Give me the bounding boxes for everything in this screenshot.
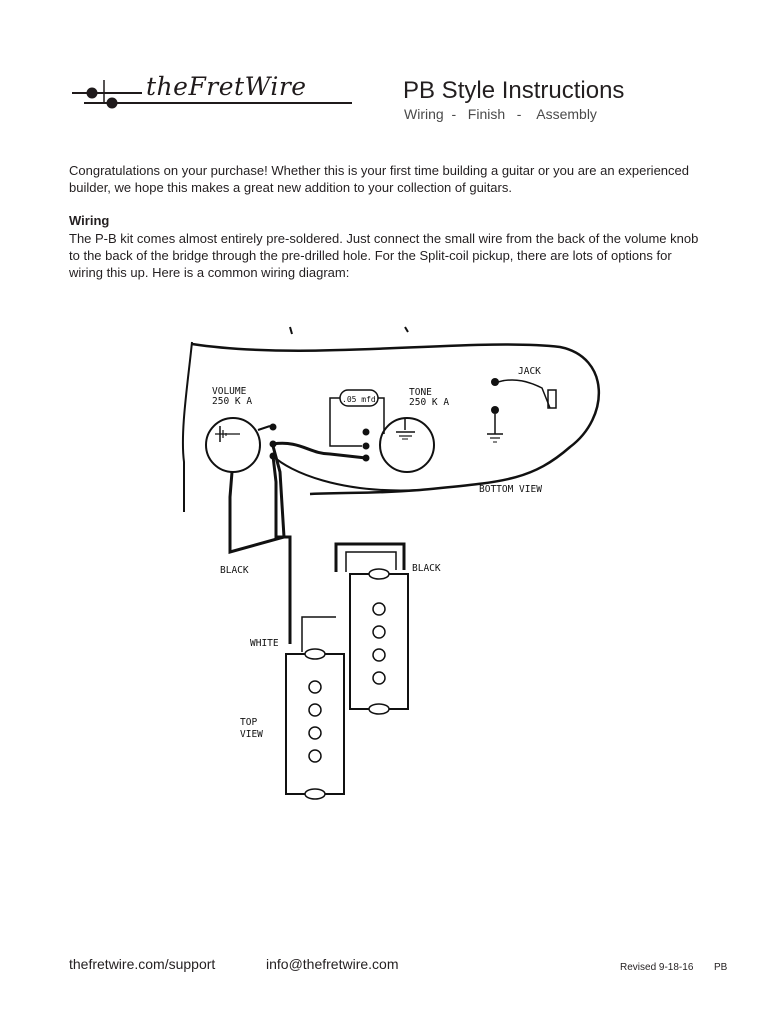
support-link[interactable]: thefretwire.com/support (69, 956, 216, 972)
label-jack: JACK (518, 366, 541, 377)
label-bottom-view: BOTTOM VIEW (479, 484, 542, 495)
label-volume-value: 250 K A (212, 396, 253, 407)
label-capacitor: .05 mfd (342, 395, 376, 404)
label-top: TOP (240, 717, 258, 728)
label-volume: VOLUME (212, 386, 247, 397)
label-view: VIEW (240, 729, 263, 740)
label-white: WHITE (250, 638, 279, 649)
label-black-left: BLACK (220, 565, 249, 576)
revision-date: Revised 9-18-16 (620, 962, 694, 973)
label-black-right: BLACK (412, 563, 441, 574)
brand-wordmark: theFretWire (146, 72, 307, 101)
email-link[interactable]: info@thefretwire.com (266, 956, 399, 972)
wiring-paragraph: The P-B kit comes almost entirely pre-soldered. Just connect the small wire from the back of the volume knob to the back of the bridge through the pre-drilled hole. For the Split-coil pickup, there are lots of options for wiring this up. Here is a common wiring diagram: (69, 231, 699, 280)
label-tone-value: 250 K A (409, 397, 450, 408)
intro-paragraph: Congratulations on your purchase! Whether this is your first time building a guitar or you are an experienced builder, we hope this makes a great new addition to your collection of guitars. (69, 163, 689, 195)
page-subtitle: Wiring - Finish - Assembly (404, 106, 597, 122)
page-title: PB Style Instructions (403, 77, 625, 104)
doc-code: PB (714, 962, 728, 973)
wiring-diagram (170, 322, 610, 822)
wiring-heading: Wiring (69, 213, 110, 228)
label-tone: TONE (409, 387, 432, 398)
